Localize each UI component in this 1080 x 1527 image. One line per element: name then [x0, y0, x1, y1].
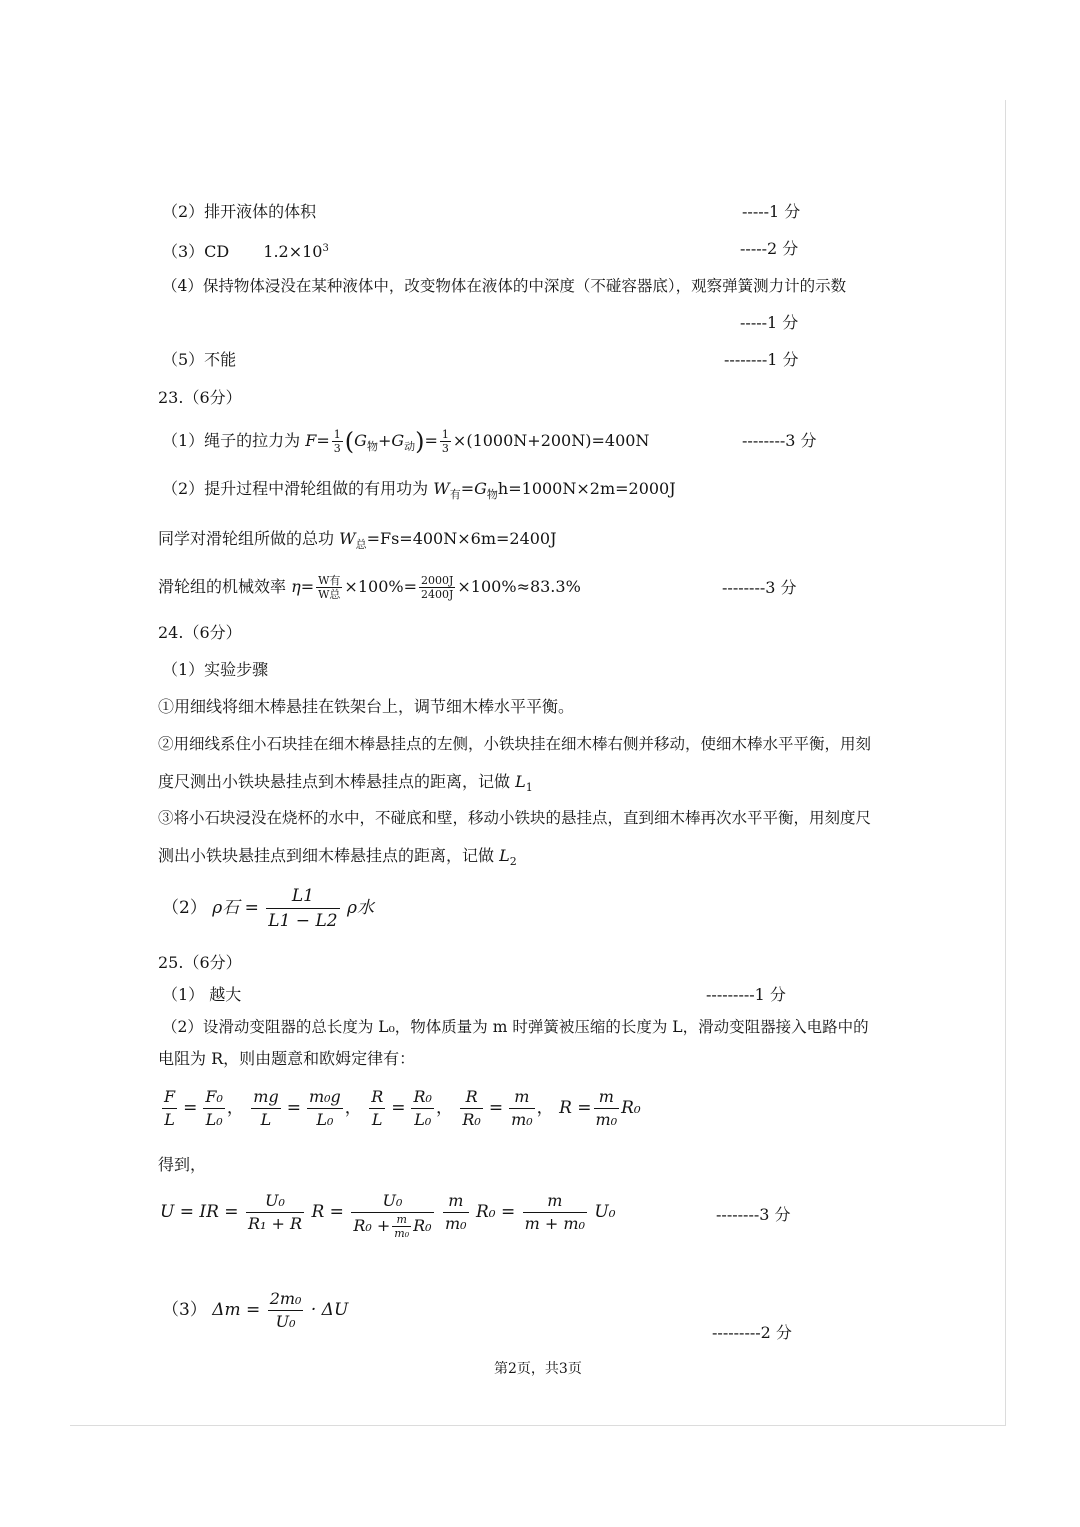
- q24-step1: ①用细线将细木棒悬挂在铁架台上，调节细木棒水平平衡。: [158, 697, 575, 716]
- q23-part3-tail: =Fs=400N×6m=2400J: [366, 529, 557, 548]
- q23-part1-prefix: （1）绳子的拉力为: [162, 431, 301, 450]
- q23-part1-var: F: [305, 431, 317, 450]
- q23-part2: （2）提升过程中滑轮组做的有用功为 $W_有=G_物h=1000N\times 2m=2000J$: [162, 479, 676, 501]
- q25-ratio3-b: $\frac{\text{R₀}}{\text{L₀}}$: [413, 1087, 432, 1129]
- q23-part4: [158, 572, 581, 602]
- q23-part4-score: --------3 分: [722, 578, 797, 597]
- q23-part4-prefix: 滑轮组的机械效率: [158, 577, 287, 596]
- q24-part1: （1）实验步骤: [162, 660, 269, 679]
- q22-part3-exp: 3: [322, 243, 329, 254]
- q25-ratio4-a: $\frac{R}{\text{R₀}}$: [462, 1087, 481, 1129]
- q22-part2: （2）排开液体的体积: [162, 202, 317, 221]
- q25-u-frac4: $\frac{m}{\text{m + m₀}}$: [524, 1191, 585, 1233]
- q23-part4-mid: ×100%=: [344, 577, 417, 596]
- q22-part3-value: 1.2×10: [263, 242, 323, 261]
- q22-part5-score: --------1 分: [724, 350, 799, 369]
- q24-part2: （2） ρ石 = $\frac{L1}{L1 - L2}$ ρ水: [162, 886, 374, 931]
- q23-part4-frac1: $\frac{\text{W有}}{\text{W总}}$: [318, 574, 341, 601]
- q23-part3: 同学对滑轮组所做的总功 $W_总=Fs=400N\times 6m=2400J$: [158, 529, 557, 551]
- q25-part1: （1） 越大: [162, 985, 242, 1004]
- page-footer: 第2页，共3页: [494, 1361, 582, 1377]
- q25-part3: （3） Δm = $\frac{\text{2m₀}}{\text{U₀}}$ · ΔU: [162, 1289, 349, 1331]
- q23-part3-wsub: 总: [355, 538, 367, 551]
- q25-ratio1-a: $\frac{F}{L}$: [164, 1087, 176, 1129]
- q23-part4-tail: ×100%≈83.3%: [457, 577, 581, 596]
- q22-part5: （5）不能: [162, 350, 237, 369]
- q25-u-expr: U = IR = $\frac{\text{U₀}}{\text{R₁ + R}}$ R = U₀ R₀ + $\frac{m}{\text{m₀}}$ R₀ $\frac{m}{\text{m₀}}$ R₀ = $\frac{m}{\text{m + m₀}}$ U₀: [160, 1191, 616, 1240]
- q24-step2b: 度尺测出小铁块悬挂点到木棒悬挂点的距离，记做 $L_1$: [158, 772, 533, 794]
- q23-title: 23.（6分）: [158, 388, 242, 407]
- q24-title: 24.（6分）: [158, 623, 242, 642]
- q22-part3-label: （3）CD: [162, 242, 230, 261]
- q25-ratio3-a: $\frac{R}{L}$: [371, 1087, 384, 1129]
- q23-part1-frac2: $\frac{1}{3}$: [441, 428, 449, 455]
- q24-part2-frac: $\frac{L1}{L1 - L2}$: [268, 886, 338, 931]
- q23-part2-gsub: 物: [486, 488, 498, 501]
- q25-part1-score: ---------1 分: [706, 985, 786, 1004]
- q25-got: 得到，: [158, 1155, 207, 1174]
- q22-part3: [162, 238, 329, 263]
- q25-title: 25.（6分）: [158, 953, 242, 972]
- q25-part3-frac: $\frac{\text{2m₀}}{\text{U₀}}$: [269, 1289, 302, 1331]
- q23-part2-wsub: 有: [449, 488, 461, 501]
- q25-part3-score: ---------2 分: [712, 1323, 792, 1342]
- q23-part2-tail: h=1000N×2m=2000J: [497, 479, 676, 498]
- q23-part2-prefix: （2）提升过程中滑轮组做的有用功为: [162, 479, 429, 498]
- q25-u-frac3: $\frac{m}{\text{m₀}}$: [444, 1191, 467, 1233]
- q22-part2-score: -----1 分: [742, 202, 801, 221]
- q22-part4: （4）保持物体浸没在某种液体中，改变物体在液体的中深度（不碰容器底），观察弹簧测力计的示数: [162, 277, 847, 295]
- q25-part2b: 电阻为 R，则由题意和欧姆定律有：: [158, 1049, 416, 1068]
- q23-part1-tail: ×(1000N+200N)=400N: [452, 431, 650, 450]
- q25-ratio2-b: $\frac{\text{m₀g}}{\text{L₀}}$: [308, 1087, 341, 1129]
- q24-part2-lhs: ρ石 =: [212, 898, 259, 918]
- q25-ratio2-a: $\frac{mg}{L}$: [253, 1087, 279, 1129]
- q24-step2a: ②用细线系住小石块挂在细木棒悬挂点的左侧，小铁块挂在细木棒右侧并移动，使细木棒水平平衡，用刻: [158, 735, 872, 753]
- q23-part1-score: --------3 分: [742, 431, 817, 450]
- q23-part1: （1）绳子的拉力为 F= $\frac{1}{3}$ $(G_物+G_动)=$ $\frac{1}{3}$ ×(1000N+200N)=400N: [162, 427, 650, 456]
- q22-part3-score: -----2 分: [740, 239, 799, 258]
- q25-ratio1-b: $\frac{\text{F₀}}{\text{L₀}}$: [205, 1087, 223, 1129]
- q23-part3-prefix: 同学对滑轮组所做的总功: [158, 529, 335, 548]
- q24-step3b: 测出小铁块悬挂点到细木棒悬挂点的距离，记做 $L_2$: [158, 846, 517, 868]
- q23-part4-eta: η=: [291, 577, 315, 596]
- q25-ratios: $\frac{F}{L}$ = $\frac{\text{F₀}}{\text{L₀}}$ ， $\frac{mg}{L}$ = $\frac{\text{m₀g}}{\text{L₀}}$ ， $\frac{R}{L}$ = $\frac{\text{R₀}}{\text{L₀}}$ ， $\frac{R}{\text{R₀}}$ = $\frac{m}{\text{m₀}}$ ， R = $\frac{m}{\text{m₀}}$ R₀: [164, 1087, 641, 1129]
- q25-u-frac2: U₀ R₀ + $\frac{m}{\text{m₀}}$ R₀: [353, 1191, 432, 1240]
- q23-part1-g2: 动: [404, 440, 416, 453]
- q24-step3a: ③将小石块浸没在烧杯的水中，不碰底和壁，移动小铁块的悬挂点，直到细木棒再次水平平衡，用刻度尺: [158, 809, 872, 827]
- q25-u-score: --------3 分: [716, 1205, 791, 1224]
- q23-part4-frac2: $\frac{2000J}{2400J}$: [420, 574, 454, 601]
- q24-part2-rhs: ρ水: [346, 898, 374, 918]
- q25-part2a: （2）设滑动变阻器的总长度为 L₀，物体质量为 m 时弹簧被压缩的长度为 L，滑动变阻器接入电路中的: [162, 1018, 869, 1036]
- q22-part4-score: -----1 分: [740, 313, 799, 332]
- q23-part1-frac: $\frac{1}{3}$: [333, 428, 341, 455]
- q25-ratio4-b: $\frac{m}{\text{m₀}}$: [511, 1087, 533, 1129]
- q25-r-frac: $\frac{m}{\text{m₀}}$: [595, 1087, 618, 1129]
- q25-u-frac1: $\frac{\text{U₀}}{\text{R₁ + R}}$: [247, 1191, 303, 1233]
- q23-part1-g1: 物: [366, 440, 378, 453]
